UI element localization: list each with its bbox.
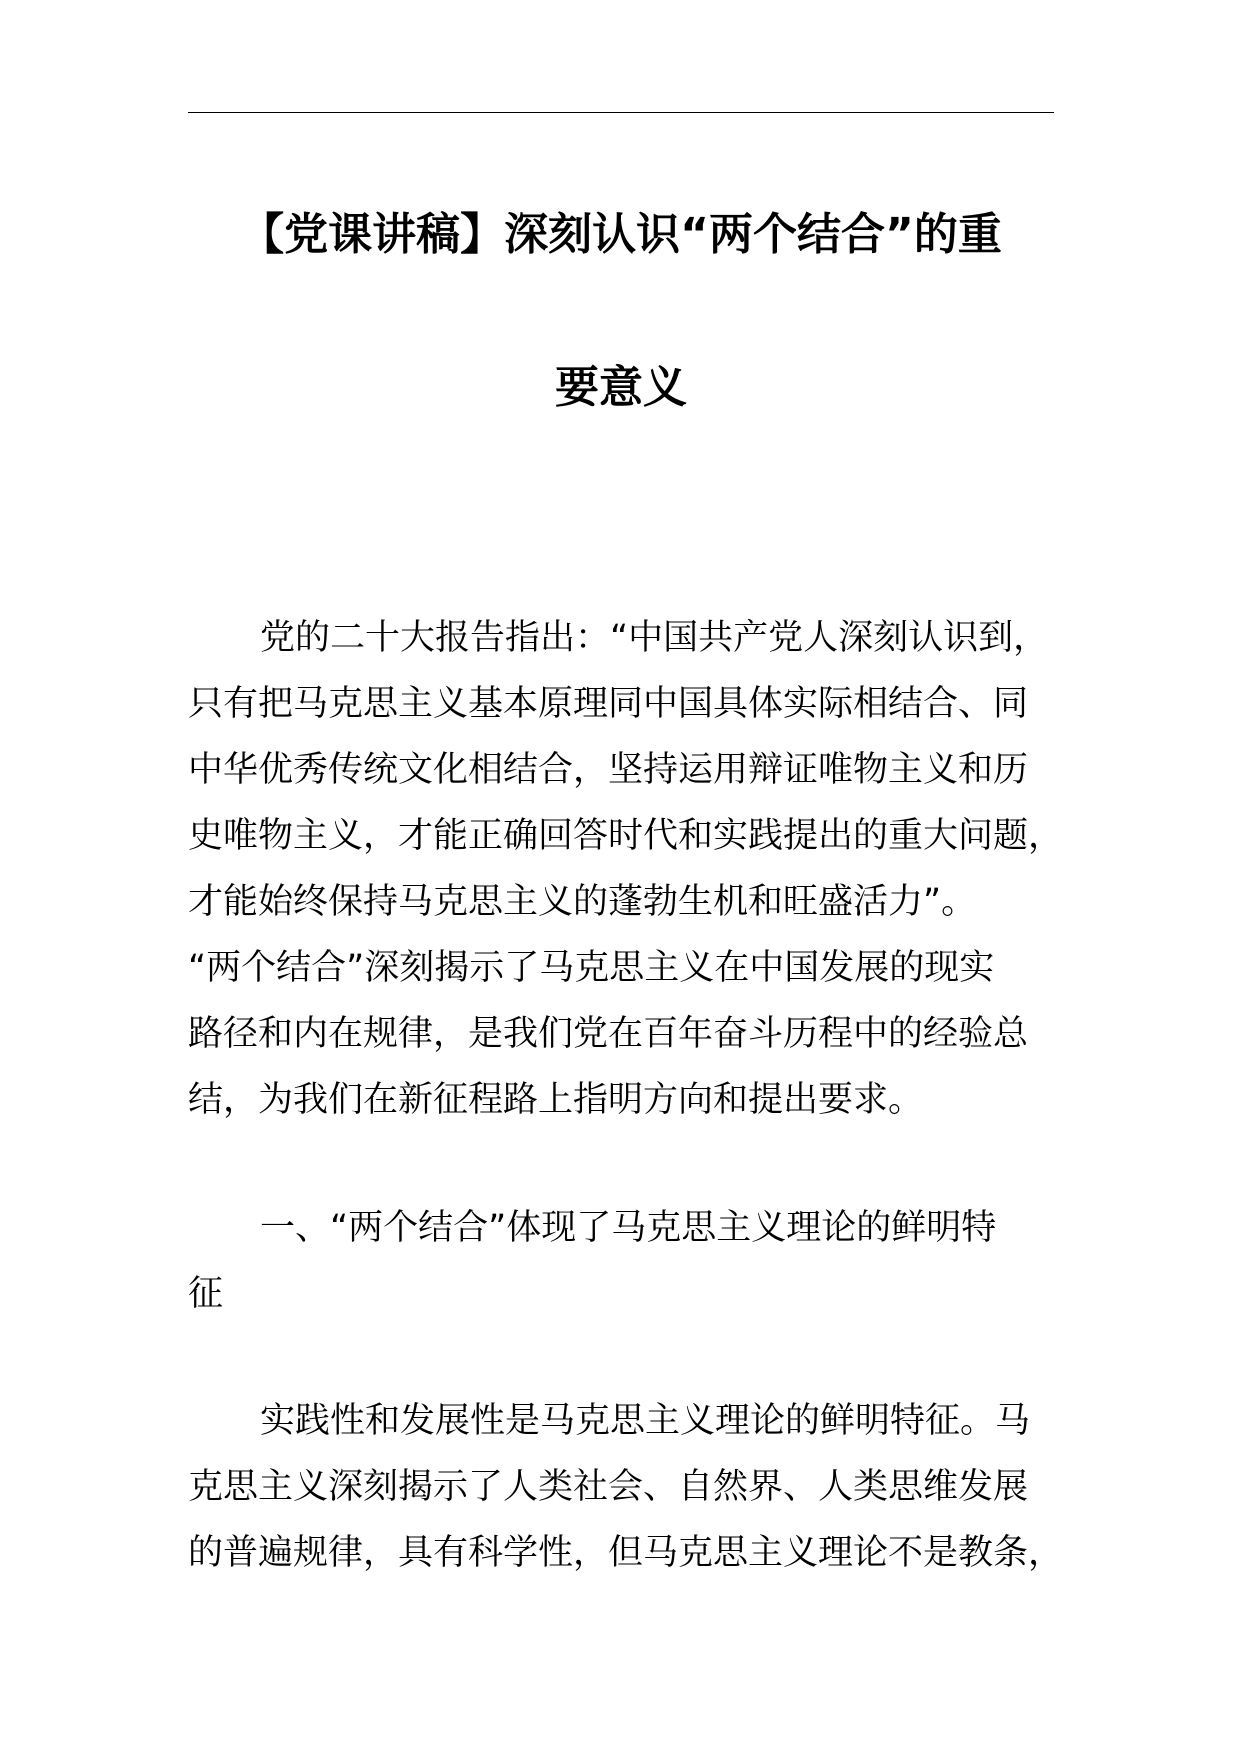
document-title-line-1: 【党课讲稿】深刻认识“两个结合”的重 (240, 209, 1002, 260)
paragraph-section-1 (188, 1388, 1088, 1586)
heading-line: 征 (188, 1274, 224, 1314)
paragraph-line: 结，为我们在新征程路上指明方向和提出要求。 (188, 1080, 924, 1120)
heading-line: 一、“两个结合”体现了马克思主义理论的鲜明特 (260, 1208, 997, 1248)
header-rule (188, 112, 1054, 113)
section-heading-1 (188, 1195, 1088, 1327)
paragraph-line: 的普遍规律，具有科学性，但马克思主义理论不是教条， (188, 1533, 1064, 1573)
paragraph-intro (188, 605, 1088, 1133)
paragraph-line: 只有把马克思主义基本原理同中国具体实际相结合、同 (188, 684, 1029, 724)
paragraph-line: 党的二十大报告指出：“中国共产党人深刻认识到， (260, 618, 1049, 658)
paragraph-line: 史唯物主义，才能正确回答时代和实践提出的重大问题， (188, 816, 1064, 856)
paragraph-line: 中华优秀传统文化相结合，坚持运用辩证唯物主义和历 (188, 750, 1029, 790)
paragraph-line: 克思主义深刻揭示了人类社会、自然界、人类思维发展 (188, 1467, 1029, 1507)
paragraph-line: “两个结合”深刻揭示了马克思主义在中国发展的现实 (188, 948, 995, 988)
paragraph-line: 路径和内在规律，是我们党在百年奋斗历程中的经验总 (188, 1014, 1029, 1054)
document-title-line-2: 要意义 (555, 362, 687, 413)
paragraph-line: 才能始终保持马克思主义的蓬勃生机和旺盛活力”。 (188, 882, 977, 922)
paragraph-line: 实践性和发展性是马克思主义理论的鲜明特征。马 (260, 1401, 1031, 1441)
